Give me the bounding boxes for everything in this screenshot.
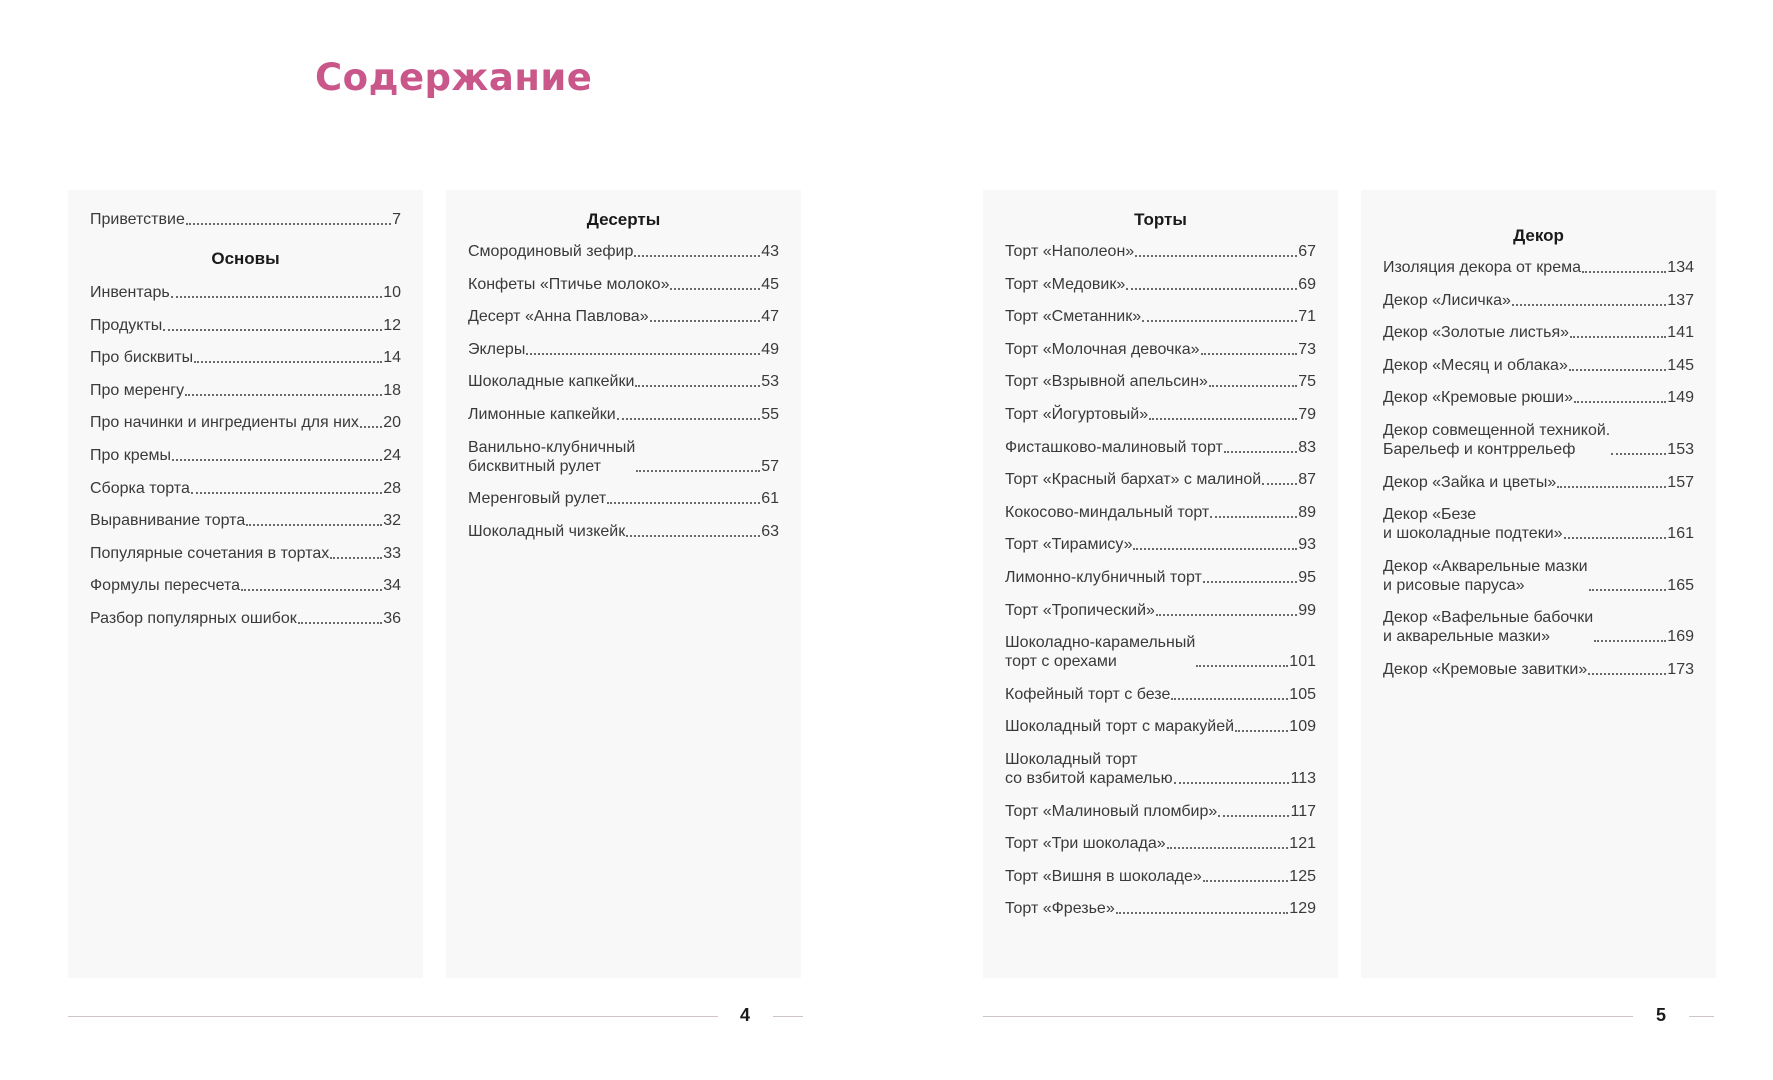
toc-entry-page-number: 34 — [383, 577, 401, 595]
toc-entry-page-number: 32 — [383, 512, 401, 530]
dot-leader — [298, 622, 382, 624]
dot-leader — [185, 394, 382, 396]
toc-entry-page-number: 145 — [1667, 356, 1694, 374]
toc-entry — [1005, 899, 1316, 918]
toc-entry — [1383, 608, 1694, 646]
footer-divider-right — [983, 1016, 1633, 1017]
toc-entry-page-number: 161 — [1667, 525, 1694, 543]
toc-entry — [90, 446, 401, 465]
toc-entry — [1383, 473, 1694, 492]
footer-divider-left — [68, 1016, 718, 1017]
toc-entry-page-number: 18 — [383, 381, 401, 399]
toc-entry-page-number: 7 — [392, 211, 401, 228]
toc-entry — [1383, 388, 1694, 407]
toc-entry-page-number: 47 — [761, 308, 779, 326]
dot-leader — [1133, 548, 1297, 550]
toc-entry — [1005, 275, 1316, 294]
toc-entry-page-number: 12 — [383, 316, 401, 334]
toc-entry — [1005, 340, 1316, 359]
toc-entry — [1005, 685, 1316, 704]
toc-entry-title: Разбор популярных ошибок — [90, 609, 297, 627]
toc-entry-title: Ванильно-клубничный бисквитный рулет — [468, 438, 636, 475]
toc-entry-page-number: 83 — [1298, 438, 1316, 456]
dot-leader — [1224, 451, 1297, 453]
toc-entry — [1005, 867, 1316, 886]
toc-column-desserts — [446, 190, 801, 978]
dot-leader — [1116, 912, 1289, 914]
dot-leader — [1156, 614, 1297, 616]
left-page — [0, 0, 870, 1080]
dot-leader — [607, 502, 760, 504]
toc-column-decor — [1361, 190, 1716, 978]
toc-entry — [468, 522, 779, 541]
dot-leader — [1594, 640, 1666, 642]
toc-entry-title: Лимонные капкейки — [468, 405, 616, 423]
toc-entry-title: Эклеры — [468, 340, 526, 358]
toc-entry-page-number: 63 — [761, 522, 779, 540]
dot-leader — [1262, 483, 1297, 485]
section-heading-decor: Декор — [1513, 226, 1564, 245]
toc-entry-title: Декор «Кремовые рюши» — [1383, 389, 1573, 407]
toc-entry — [1005, 601, 1316, 620]
dot-leader — [1589, 589, 1667, 591]
toc-entry — [1383, 291, 1694, 310]
toc-entry-page-number: 43 — [761, 243, 779, 260]
toc-entry-title: Торт «Йогуртовый» — [1005, 405, 1149, 423]
toc-entry — [468, 405, 779, 424]
section-heading-desserts: Десерты — [586, 210, 661, 229]
toc-entry-title: Про бисквиты — [90, 349, 194, 367]
toc-entry — [1383, 258, 1694, 277]
toc-entry — [468, 275, 779, 294]
toc-entry-title: Торт «Фрезье» — [1005, 900, 1115, 918]
dot-leader — [650, 320, 761, 322]
toc-entry-title: Торт «Молочная девочка» — [1005, 340, 1200, 358]
toc-entry — [90, 210, 401, 229]
toc-entry-page-number: 93 — [1298, 536, 1316, 554]
toc-entry-title: Декор «Вафельные бабочки и акварельные мазки» — [1383, 609, 1594, 646]
dot-leader — [1611, 453, 1666, 455]
toc-entry-page-number: 169 — [1667, 628, 1694, 646]
dot-leader — [1588, 673, 1666, 675]
toc-entry-title: Приветствие — [90, 211, 185, 228]
toc-entry-page-number: 99 — [1298, 601, 1316, 619]
toc-entry-title: Смородиновый зефир — [468, 243, 634, 260]
toc-entry-page-number: 121 — [1289, 835, 1316, 853]
toc-entry — [90, 576, 401, 595]
dot-leader — [191, 492, 382, 494]
toc-entry-title: Формулы пересчета — [90, 577, 240, 595]
toc-entry-title: Десерт «Анна Павлова» — [468, 308, 649, 326]
toc-entry — [1005, 503, 1316, 522]
toc-entry-title: Инвентарь — [90, 284, 170, 301]
toc-entry-title: Продукты — [90, 316, 163, 334]
toc-entry-title: Декор «Кремовые завитки» — [1383, 660, 1588, 678]
toc-entry — [1005, 568, 1316, 587]
toc-entry-title: Сборка торта — [90, 479, 190, 497]
right-page — [903, 0, 1773, 1080]
page-number-left: 4 — [740, 1005, 751, 1025]
toc-entry-title: Про меренгу — [90, 381, 185, 399]
toc-entry — [468, 307, 779, 326]
toc-entry-page-number: 67 — [1298, 243, 1316, 260]
dot-leader — [163, 329, 382, 331]
page-title: Содержание — [315, 56, 593, 99]
toc-entry-title: Шоколадно-карамельный торт с орехами — [1005, 634, 1196, 671]
toc-entry-page-number: 101 — [1289, 653, 1316, 671]
dot-leader — [1557, 486, 1666, 488]
dot-leader — [246, 524, 382, 526]
toc-entry — [90, 283, 401, 302]
toc-entry-page-number: 14 — [383, 349, 401, 367]
toc-entry — [1383, 557, 1694, 595]
dot-leader — [1570, 336, 1666, 338]
toc-entry — [90, 609, 401, 628]
dot-leader — [241, 589, 382, 591]
toc-entry — [1005, 750, 1316, 788]
toc-entry-page-number: 73 — [1298, 340, 1316, 358]
toc-entry — [468, 489, 779, 508]
toc-entry-title: Декор «Золотые листья» — [1383, 324, 1569, 342]
toc-entry-title: Декор «Безе и шоколадные подтеки» — [1383, 506, 1563, 543]
footer-divider-left-end — [773, 1016, 803, 1017]
dot-leader — [1209, 385, 1297, 387]
toc-entry-title: Декор «Акварельные мазки и рисовые паруса» — [1383, 557, 1588, 594]
toc-entry-title: Торт «Малиновый пломбир» — [1005, 802, 1218, 820]
toc-column-cakes — [983, 190, 1338, 978]
toc-entry — [1005, 470, 1316, 489]
toc-entry-page-number: 10 — [383, 284, 401, 301]
toc-entry-title: Изоляция декора от крема — [1383, 259, 1581, 276]
dot-leader — [1201, 353, 1298, 355]
toc-entry — [1005, 535, 1316, 554]
toc-entry-title: Торт «Тирамису» — [1005, 536, 1133, 554]
toc-entry-page-number: 95 — [1298, 568, 1316, 586]
dot-leader — [360, 426, 382, 428]
toc-entry-page-number: 89 — [1298, 503, 1316, 521]
toc-entry-title: Меренговый рулет — [468, 490, 607, 508]
dot-leader — [1203, 581, 1297, 583]
toc-entry-page-number: 117 — [1290, 802, 1316, 820]
dot-leader — [1582, 271, 1666, 273]
dot-leader — [1167, 847, 1289, 849]
dot-leader — [1149, 418, 1297, 420]
toc-entry — [468, 242, 779, 261]
toc-entry-title: Про начинки и ингредиенты для них — [90, 414, 359, 432]
toc-entry-page-number: 87 — [1298, 471, 1316, 489]
dot-leader — [171, 296, 383, 298]
dot-leader — [1512, 304, 1666, 306]
toc-entry — [90, 511, 401, 530]
toc-entry-page-number: 28 — [383, 479, 401, 497]
toc-entry-page-number: 173 — [1667, 660, 1694, 678]
dot-leader — [1574, 401, 1666, 403]
dot-leader — [1126, 288, 1297, 290]
toc-list-basics — [90, 283, 401, 628]
toc-entry-page-number: 45 — [761, 275, 779, 293]
toc-entry-page-number: 36 — [383, 609, 401, 627]
footer-divider-right-end — [1689, 1016, 1714, 1017]
toc-entry-title: Кофейный торт с безе — [1005, 685, 1171, 703]
toc-entry — [1383, 505, 1694, 543]
toc-entry-page-number: 157 — [1667, 473, 1694, 491]
dot-leader — [1135, 255, 1297, 257]
toc-entry — [1005, 372, 1316, 391]
toc-entry — [1383, 356, 1694, 375]
toc-entry — [1005, 633, 1316, 671]
toc-entry-page-number: 49 — [761, 340, 779, 358]
toc-entry-title: Кокосово-миндальный торт — [1005, 503, 1210, 521]
dot-leader — [1210, 516, 1297, 518]
toc-entry — [90, 381, 401, 400]
toc-entry-page-number: 141 — [1667, 324, 1694, 342]
toc-entry-page-number: 129 — [1289, 900, 1316, 918]
toc-entry-title: Шоколадный торт со взбитой карамелью — [1005, 750, 1173, 787]
toc-entry — [90, 544, 401, 563]
toc-entry-title: Торт «Наполеон» — [1005, 243, 1135, 260]
toc-entry-title: Торт «Медовик» — [1005, 275, 1126, 293]
toc-entry-title: Торт «Вишня в шоколаде» — [1005, 867, 1202, 885]
page-number-right: 5 — [1656, 1005, 1667, 1025]
toc-top-list — [90, 210, 401, 229]
toc-entry-page-number: 125 — [1289, 867, 1316, 885]
toc-entry-page-number: 165 — [1667, 576, 1694, 594]
toc-entry-title: Торт «Сметанник» — [1005, 308, 1142, 326]
toc-entry — [1005, 802, 1316, 821]
toc-entry-page-number: 71 — [1298, 308, 1316, 326]
toc-entry-title: Конфеты «Птичье молоко» — [468, 275, 670, 293]
dot-leader — [194, 361, 382, 363]
toc-entry-page-number: 137 — [1667, 291, 1694, 309]
toc-column-basics — [68, 190, 423, 978]
dot-leader — [1171, 698, 1288, 700]
dot-leader — [1203, 880, 1288, 882]
dot-leader — [1218, 815, 1289, 817]
dot-leader — [636, 470, 760, 472]
toc-entry — [468, 372, 779, 391]
toc-entry-page-number: 20 — [383, 414, 401, 432]
toc-entry-title: Декор «Лисичка» — [1383, 291, 1511, 309]
toc-entry-title: Торт «Тропический» — [1005, 601, 1155, 619]
toc-entry-title: Выравнивание торта — [90, 512, 246, 530]
toc-entry — [468, 340, 779, 359]
toc-entry — [1383, 323, 1694, 342]
toc-entry — [90, 413, 401, 432]
dot-leader — [1569, 369, 1666, 371]
toc-entry-title: Декор «Месяц и облака» — [1383, 356, 1568, 374]
toc-entry-title: Шоколадный чизкейк — [468, 522, 626, 540]
toc-entry-title: Шоколадные капкейки — [468, 373, 635, 391]
toc-entry-page-number: 53 — [761, 373, 779, 391]
dot-leader — [635, 385, 760, 387]
dot-leader — [1142, 320, 1297, 322]
dot-leader — [617, 418, 760, 420]
dot-leader — [172, 459, 382, 461]
toc-list-cakes — [1005, 242, 1316, 918]
toc-list-desserts — [468, 242, 779, 541]
toc-entry-title: Шоколадный торт с маракуйей — [1005, 718, 1235, 736]
toc-entry-page-number: 24 — [383, 446, 401, 464]
toc-entry-title: Декор «Зайка и цветы» — [1383, 473, 1557, 491]
toc-entry-page-number: 55 — [761, 405, 779, 423]
dot-leader — [626, 535, 760, 537]
toc-entry-title: Про кремы — [90, 446, 172, 464]
toc-entry-page-number: 69 — [1298, 275, 1316, 293]
toc-entry — [1005, 438, 1316, 457]
toc-entry — [1005, 405, 1316, 424]
toc-entry — [1005, 717, 1316, 736]
dot-leader — [526, 353, 760, 355]
toc-entry-page-number: 61 — [761, 490, 779, 508]
toc-entry-page-number: 134 — [1667, 259, 1694, 276]
toc-entry-page-number: 57 — [761, 457, 779, 475]
toc-entry — [90, 348, 401, 367]
dot-leader — [634, 255, 760, 257]
toc-entry-title: Лимонно-клубничный торт — [1005, 568, 1202, 586]
dot-leader — [1196, 665, 1288, 667]
toc-entry-title: Торт «Красный бархат» с малиной — [1005, 471, 1262, 489]
toc-entry — [468, 438, 779, 476]
toc-entry-title: Фисташково-малиновый торт — [1005, 438, 1223, 456]
toc-entry-title: Торт «Взрывной апельсин» — [1005, 373, 1208, 391]
toc-entry — [1383, 421, 1694, 459]
toc-entry-page-number: 109 — [1289, 718, 1316, 736]
toc-entry — [1005, 307, 1316, 326]
toc-entry-title: Декор совмещенной техникой. Барельеф и контррельеф — [1383, 421, 1611, 458]
toc-entry — [90, 316, 401, 335]
toc-entry — [1005, 242, 1316, 261]
toc-entry-page-number: 75 — [1298, 373, 1316, 391]
toc-entry — [90, 479, 401, 498]
toc-entry-page-number: 79 — [1298, 405, 1316, 423]
dot-leader — [186, 223, 391, 225]
toc-entry-title: Популярные сочетания в тортах — [90, 544, 330, 562]
section-heading-cakes: Торты — [1134, 210, 1187, 229]
dot-leader — [1564, 537, 1667, 539]
dot-leader — [330, 557, 382, 559]
toc-entry — [1383, 660, 1694, 679]
toc-entry-page-number: 105 — [1289, 685, 1316, 703]
dot-leader — [1174, 782, 1290, 784]
section-heading-basics: Основы — [211, 249, 280, 268]
toc-entry — [1005, 834, 1316, 853]
toc-entry-title: Торт «Три шоколада» — [1005, 835, 1166, 853]
dot-leader — [670, 288, 760, 290]
toc-entry-page-number: 153 — [1667, 440, 1694, 458]
dot-leader — [1235, 730, 1288, 732]
toc-entry-page-number: 149 — [1667, 389, 1694, 407]
toc-entry-page-number: 33 — [383, 544, 401, 562]
toc-entry-page-number: 113 — [1290, 769, 1316, 787]
toc-list-decor — [1383, 258, 1694, 679]
